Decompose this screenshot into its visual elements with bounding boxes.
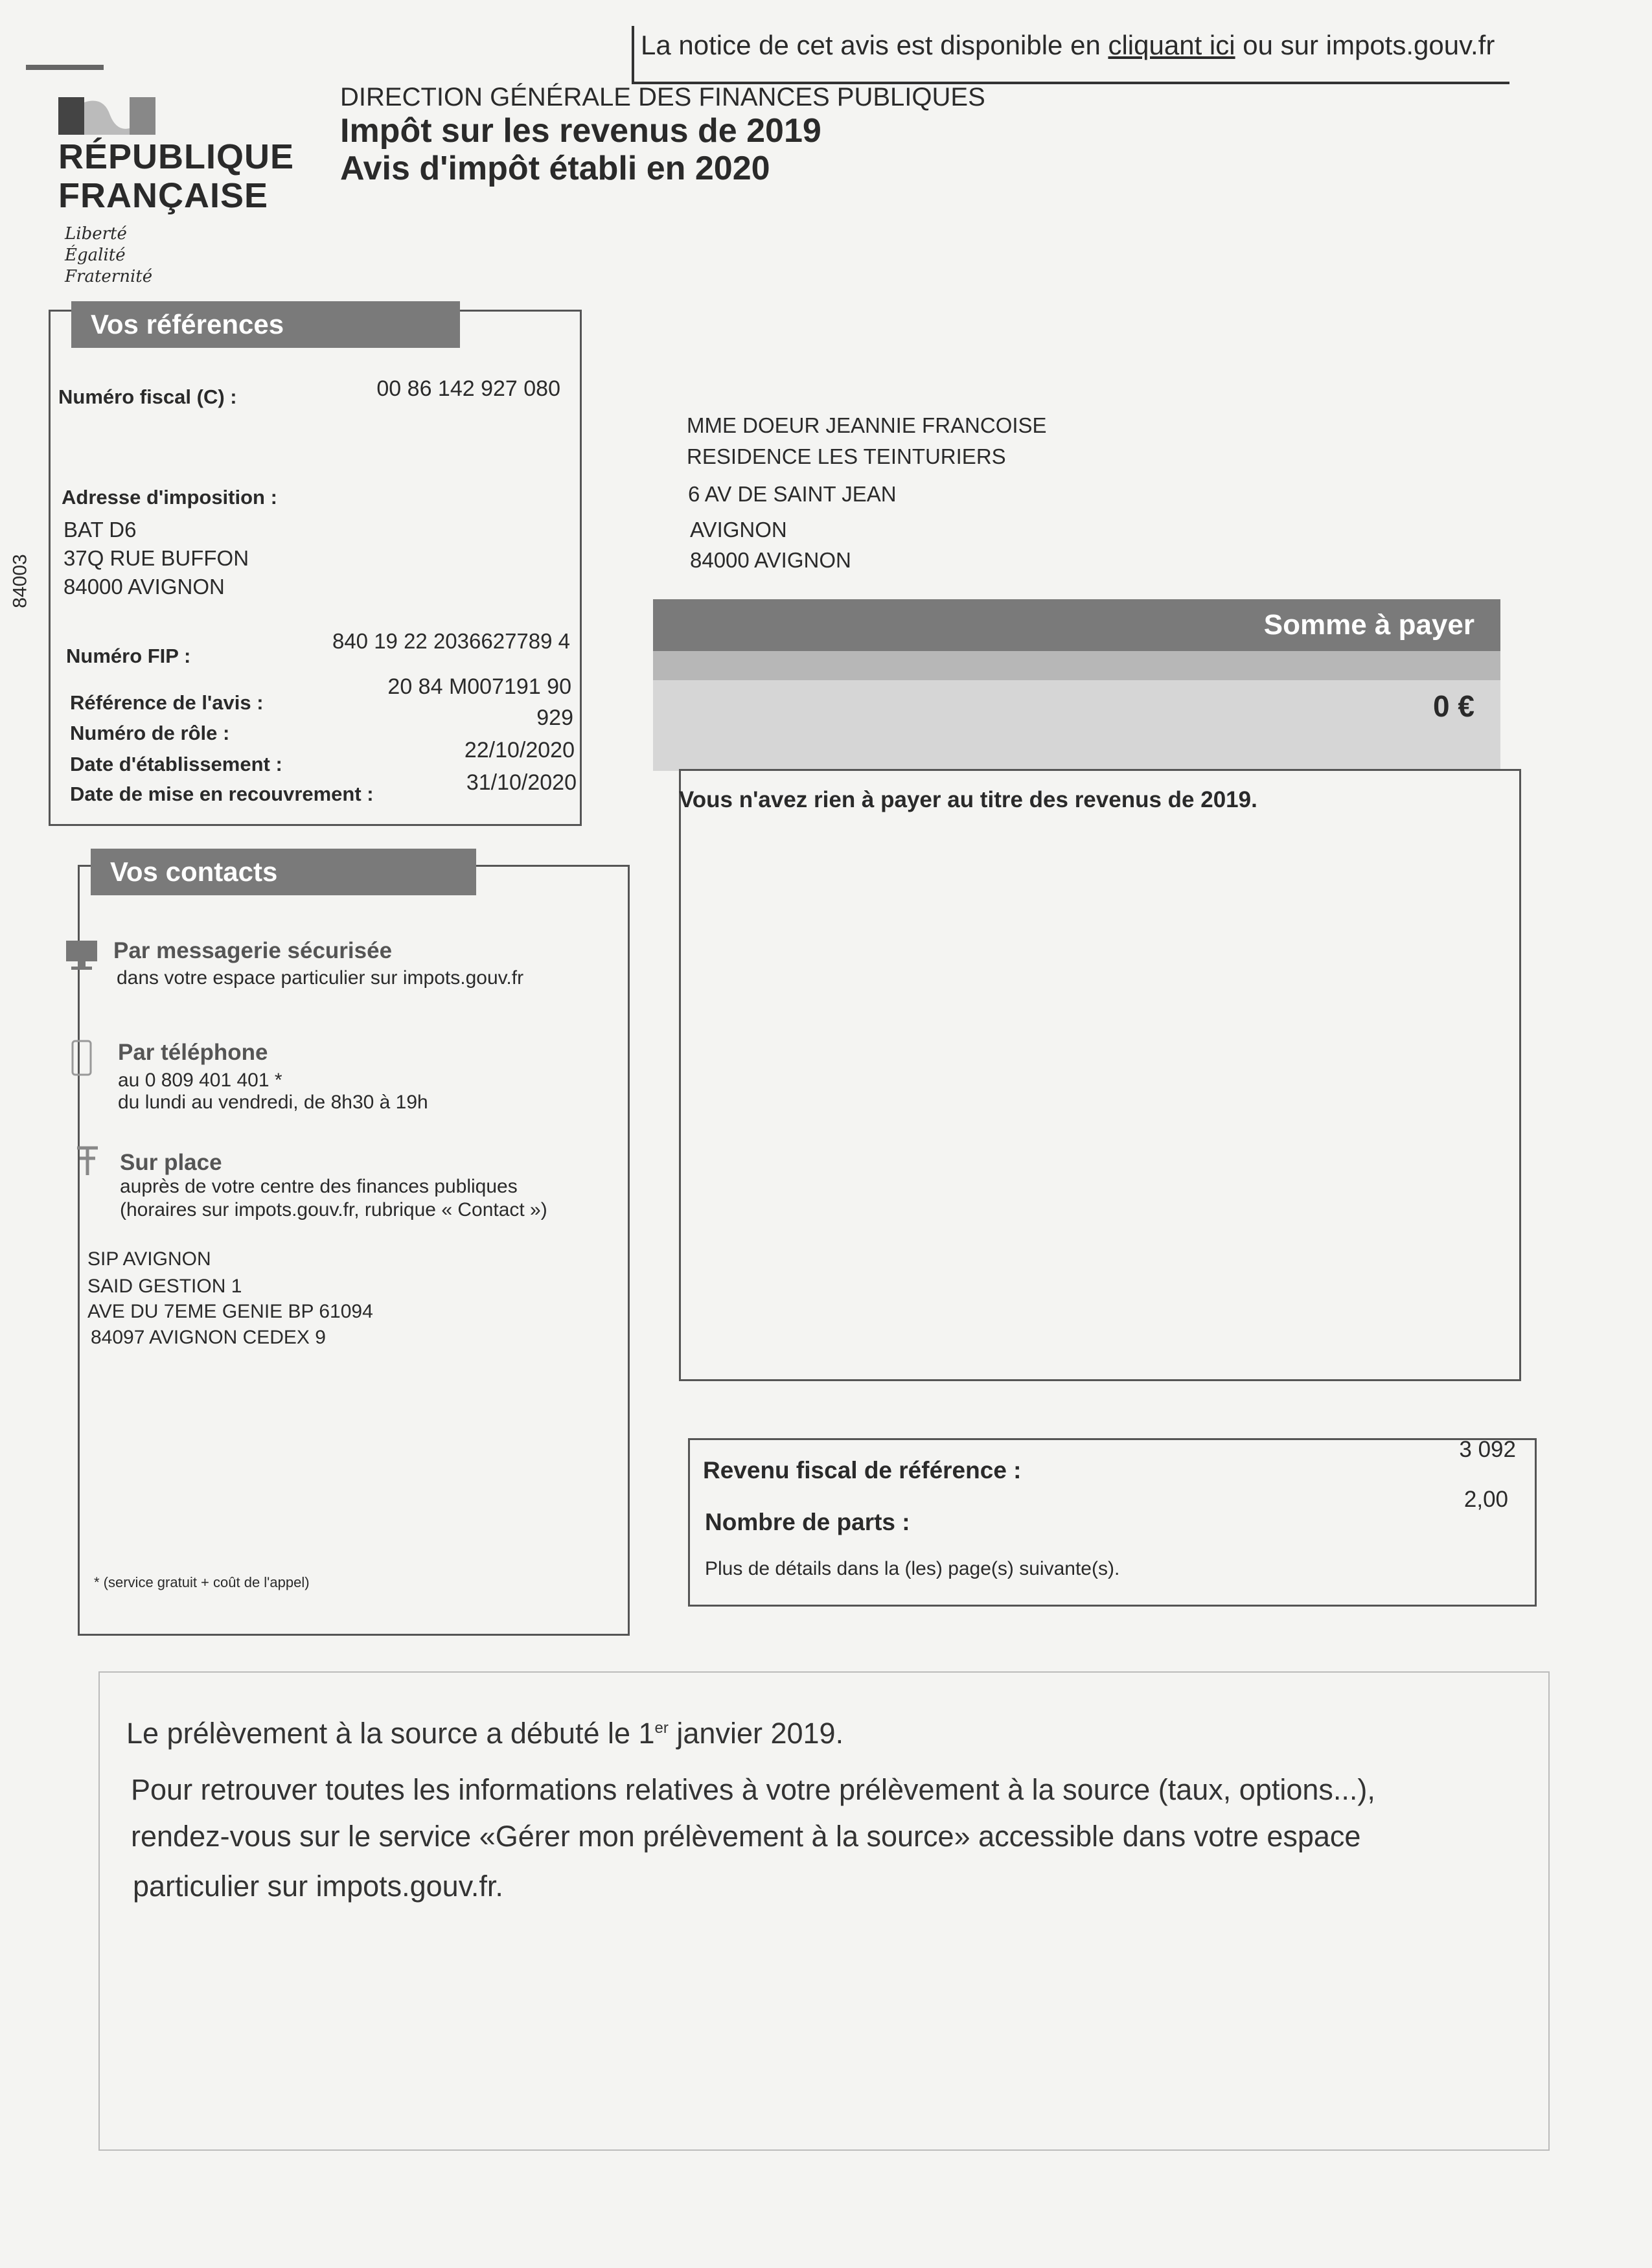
- top-rule: [26, 65, 104, 70]
- contacts-heading: Vos contacts: [91, 849, 476, 895]
- phone-icon: [71, 1040, 92, 1076]
- adresse-line: 84000 AVIGNON: [63, 575, 225, 599]
- somme-band: [653, 651, 1500, 680]
- info-para: particulier sur impots.gouv.fr.: [133, 1870, 503, 1903]
- sip-line: 84097 AVIGNON CEDEX 9: [91, 1327, 326, 1348]
- notice-suffix: ou sur impots.gouv.fr: [1235, 30, 1495, 60]
- telephone-number: au 0 809 401 401 *: [118, 1070, 282, 1091]
- notice-line: [632, 26, 1509, 84]
- place-line: auprès de votre centre des finances publiques: [120, 1176, 518, 1197]
- rfr-value: 3 092: [1459, 1437, 1516, 1462]
- notice-link[interactable]: cliquant ici: [1108, 30, 1235, 60]
- telephone-title: Par téléphone: [118, 1040, 268, 1065]
- adresse-line: 37Q RUE BUFFON: [63, 546, 249, 570]
- place-line: (horaires sur impots.gouv.fr, rubrique « Contact »): [120, 1199, 547, 1220]
- sip-line: AVE DU 7EME GENIE BP 61094: [87, 1301, 373, 1322]
- role-value: 929: [536, 705, 573, 730]
- marianne-logo-icon: [58, 96, 155, 136]
- republique-francaise: RÉPUBLIQUE FRANÇAISE: [58, 137, 295, 215]
- fip-label: Numéro FIP :: [66, 645, 191, 667]
- devise: Liberté Égalité Fraternité: [65, 224, 153, 286]
- role-label: Numéro de rôle :: [70, 722, 230, 744]
- adresse-line: BAT D6: [63, 518, 137, 542]
- somme-detail-box: [679, 769, 1521, 1381]
- reference-value: 20 84 M007191 90: [387, 674, 571, 699]
- somme-amount: 0 €: [653, 680, 1500, 771]
- numero-fiscal-value: 00 86 142 927 080: [376, 376, 560, 401]
- numero-fiscal-label: Numéro fiscal (C) :: [58, 385, 237, 408]
- building-icon: [75, 1145, 100, 1178]
- fip-value: 840 19 22 2036627789 4: [332, 629, 570, 653]
- title-impot: Impôt sur les revenus de 2019: [340, 112, 821, 150]
- contacts-footnote: * (service gratuit + coût de l'appel): [94, 1574, 310, 1590]
- parts-value: 2,00: [1463, 1487, 1508, 1512]
- details-note: Plus de détails dans la (les) page(s) suivante(s).: [705, 1558, 1120, 1579]
- messagerie-text[interactable]: dans votre espace particulier sur impots.gouv.fr: [117, 967, 524, 989]
- adresse-label: Adresse d'imposition :: [62, 486, 277, 509]
- somme-heading: Somme à payer: [653, 599, 1500, 651]
- recouvrement-value: 31/10/2020: [466, 770, 577, 795]
- no-payment-message: Vous n'avez rien à payer au titre des revenus de 2019.: [679, 787, 1257, 812]
- references-heading: Vos références: [71, 301, 460, 348]
- rfr-label: Revenu fiscal de référence :: [703, 1457, 1022, 1483]
- sip-line: SAID GESTION 1: [87, 1276, 242, 1297]
- info-para: rendez-vous sur le service «Gérer mon prélèvement à la source» accessible dans votre espace: [131, 1820, 1361, 1853]
- etablissement-label: Date d'établissement :: [70, 753, 282, 775]
- place-title: Sur place: [120, 1150, 222, 1175]
- info-para: Pour retrouver toutes les informations relatives à votre prélèvement à la source (taux, options...),: [131, 1773, 1375, 1806]
- sip-line: SIP AVIGNON: [87, 1248, 211, 1270]
- notice-prefix: La notice de cet avis est disponible en: [641, 30, 1108, 60]
- side-code: 84003: [9, 554, 31, 608]
- info-line1: Le prélèvement à la source a débuté le 1er janvier 2019.: [126, 1717, 844, 1750]
- direction-label: DIRECTION GÉNÉRALE DES FINANCES PUBLIQUES: [340, 83, 985, 111]
- reference-label: Référence de l'avis :: [70, 691, 264, 714]
- recouvrement-label: Date de mise en recouvrement :: [70, 783, 374, 805]
- computer-icon: [65, 939, 98, 972]
- messagerie-title: Par messagerie sécurisée: [113, 938, 393, 963]
- etablissement-value: 22/10/2020: [464, 738, 575, 762]
- telephone-hours: du lundi au vendredi, de 8h30 à 19h: [118, 1092, 428, 1113]
- title-avis: Avis d'impôt établi en 2020: [340, 150, 770, 187]
- parts-label: Nombre de parts :: [705, 1509, 910, 1535]
